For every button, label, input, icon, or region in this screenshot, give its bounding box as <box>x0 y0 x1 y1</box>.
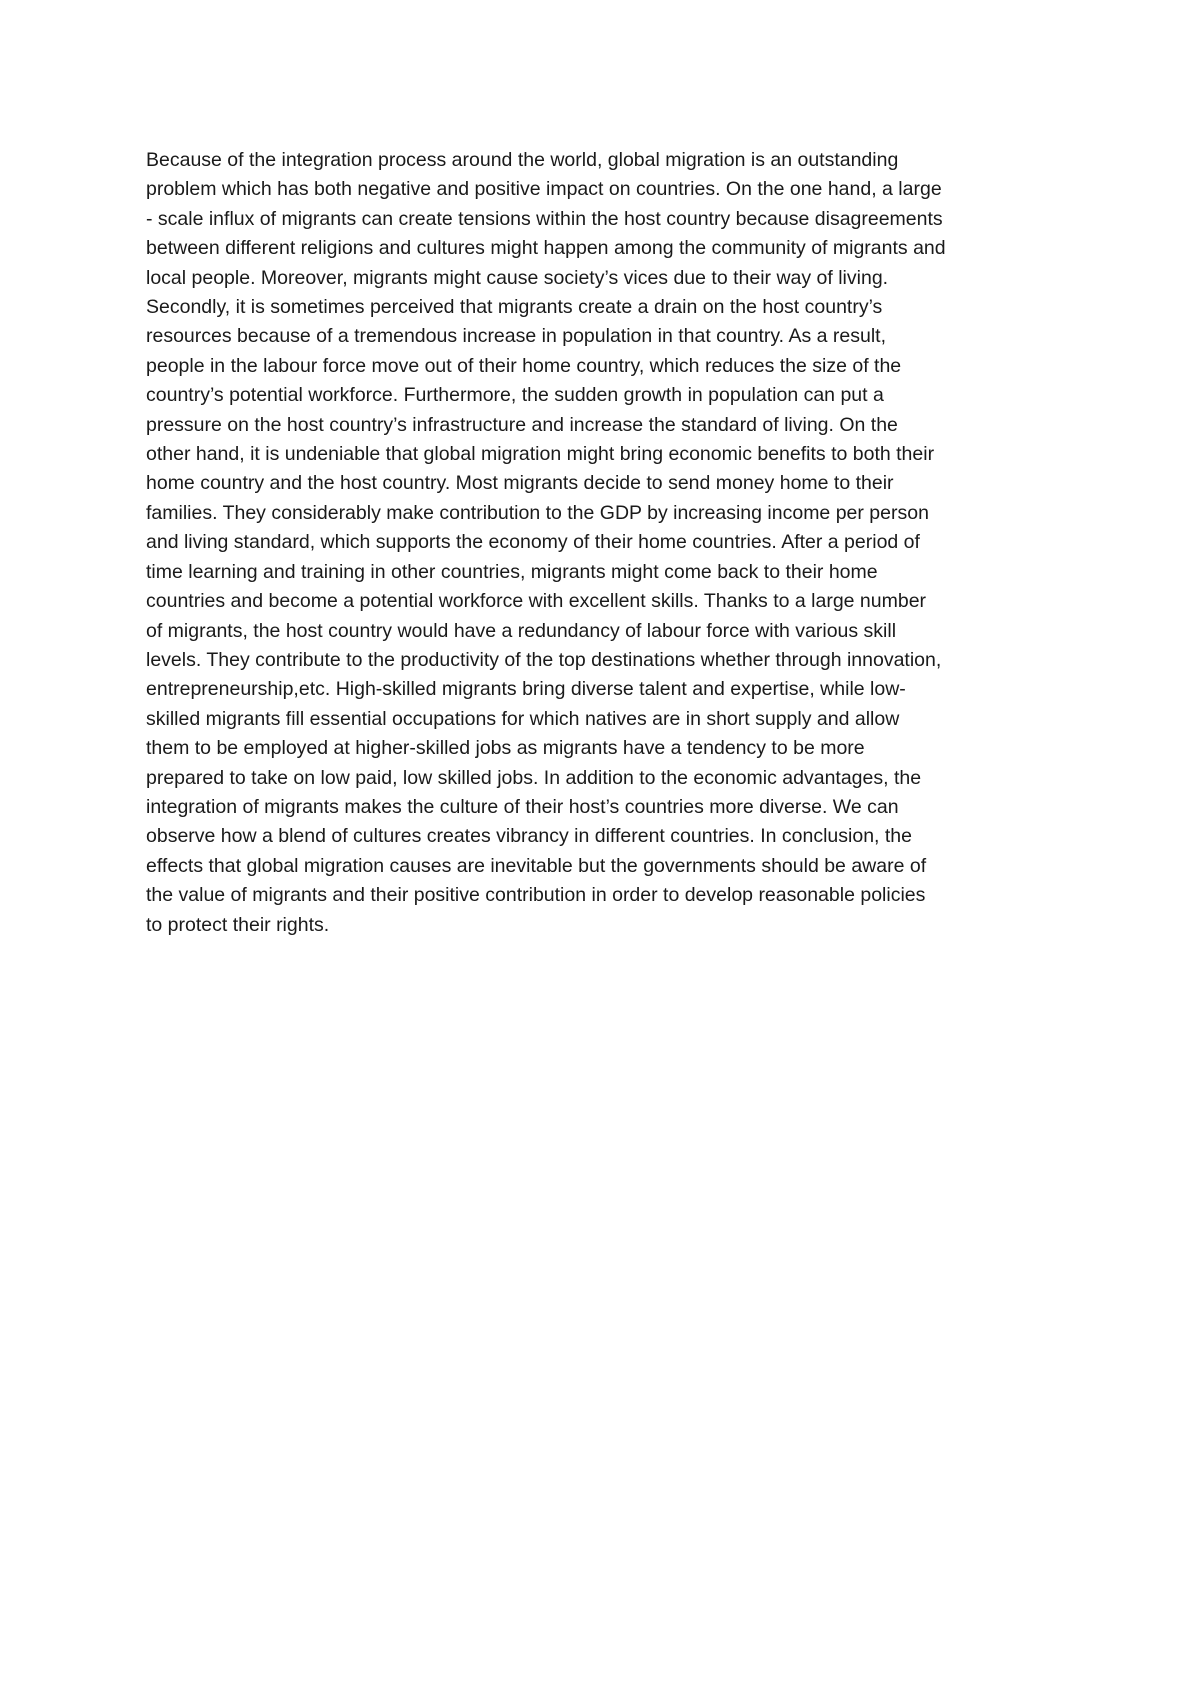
text-line: Secondly, it is sometimes perceived that migrants create a drain on the host country’s <box>146 296 883 319</box>
text-line: integration of migrants makes the culture of their host’s countries more diverse. We can <box>146 795 899 818</box>
text-line: levels. They contribute to the productivity of the top destinations whether through innovation, <box>146 648 942 671</box>
text-line: time learning and training in other countries, migrants might come back to their home <box>146 560 878 583</box>
text-line: - scale influx of migrants can create tensions within the host country because disagreements <box>146 207 943 230</box>
text-line: local people. Moreover, migrants might cause society’s vices due to their way of living. <box>146 266 889 289</box>
text-line: entrepreneurship,etc. High-skilled migrants bring diverse talent and expertise, while low- <box>146 678 906 701</box>
text-line: of migrants, the host country would have a redundancy of labour force with various skill <box>146 619 897 642</box>
text-line: home country and the host country. Most migrants decide to send money home to their <box>146 472 894 495</box>
text-line: effects that global migration causes are inevitable but the governments should be aware of <box>146 854 927 877</box>
text-line: prepared to take on low paid, low skilled jobs. In addition to the economic advantages, the <box>146 766 922 789</box>
text-line: pressure on the host country’s infrastructure and increase the standard of living. On the <box>146 413 898 436</box>
text-line: Because of the integration process around the world, global migration is an outstanding <box>146 149 899 171</box>
text-line: them to be employed at higher-skilled jobs as migrants have a tendency to be more <box>146 737 865 760</box>
text-line: problem which has both negative and positive impact on countries. On the one hand, a large <box>146 178 942 201</box>
text-line: between different religions and cultures might happen among the community of migrants and <box>146 237 946 260</box>
text-line: people in the labour force move out of their home country, which reduces the size of the <box>146 354 902 377</box>
text-line: the value of migrants and their positive contribution in order to develop reasonable policies <box>146 884 926 907</box>
text-line: skilled migrants fill essential occupations for which natives are in short supply and allow <box>146 707 900 730</box>
text-line: other hand, it is undeniable that global migration might bring economic benefits to both their <box>146 443 935 466</box>
text-line: countries and become a potential workforce with excellent skills. Thanks to a large number <box>146 590 927 613</box>
text-line: and living standard, which supports the economy of their home countries. After a period of <box>146 531 920 554</box>
text-line: observe how a blend of cultures creates vibrancy in different countries. In conclusion, the <box>146 825 912 848</box>
text-line: to protect their rights. <box>146 913 330 936</box>
text-line: country’s potential workforce. Furthermore, the sudden growth in population can put a <box>146 384 884 407</box>
text-line: resources because of a tremendous increase in population in that country. As a result, <box>146 325 886 348</box>
text-line: families. They considerably make contribution to the GDP by increasing income per person <box>146 501 929 524</box>
essay-paragraph <box>146 146 1066 940</box>
